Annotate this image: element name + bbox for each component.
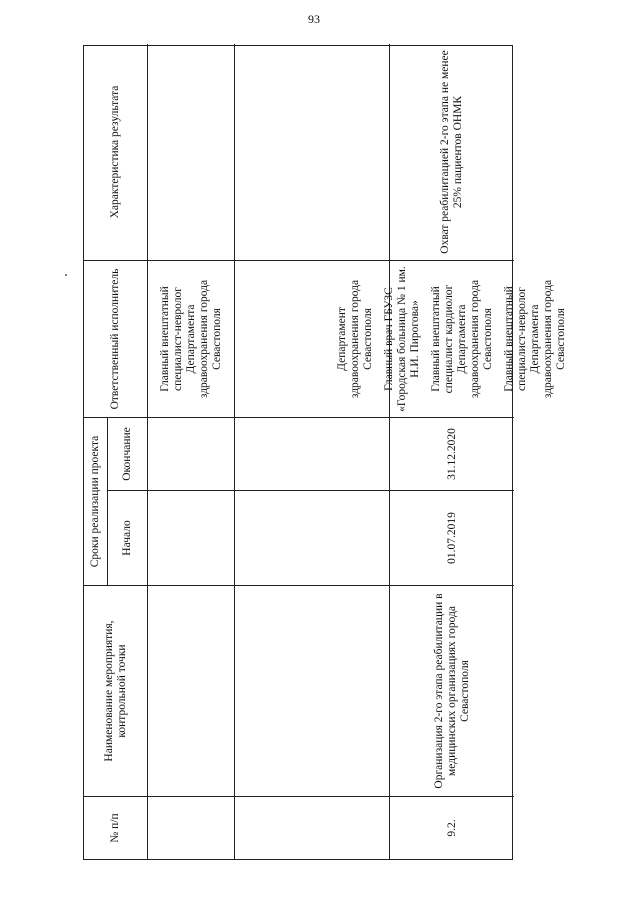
row1-end — [148, 417, 235, 490]
rotated-table-container — [83, 45, 567, 860]
row-empty-number — [235, 796, 390, 859]
project-table — [83, 45, 567, 860]
header-name: Наименование мероприятия, контрольной точки — [84, 585, 148, 796]
header-number: № п/п — [84, 796, 148, 859]
header-responsible: Ответственный исполнитель — [84, 260, 148, 417]
row1-name — [148, 585, 235, 796]
row2-responsible — [336, 260, 567, 417]
row2-result: Охват реабилитацией 2-го этапа не менее 25% пациентов ОНМК — [439, 50, 464, 254]
row1-responsible — [148, 260, 235, 417]
row2-name: Организация 2-го этапа реабилитации в медицинских организациях города Севастополя — [390, 585, 514, 796]
row2-responsible-dept: Департамент здравоохранения города Севастополя — [336, 279, 374, 399]
row1-start — [148, 490, 235, 585]
row-empty-start — [235, 490, 390, 585]
row2-responsible-chief: Главный врач ГБУЗС «Городская больница № 1 им. Н.И. Пирогова» — [383, 266, 421, 412]
scan-speck — [65, 274, 67, 276]
row2-responsible-cardiologist: Главный внештатный специалист кардиолог Департамента здравоохранения города Севастополя — [430, 279, 494, 399]
row2-start: 01.07.2019 — [390, 490, 514, 585]
row-empty-end — [235, 417, 390, 490]
row1-result — [148, 44, 235, 260]
header-end: Окончание — [108, 417, 148, 490]
row2-responsible-neurologist: Главный внештатный специалист-невролог Департамента здравоохранения города Севастополя — [503, 279, 567, 399]
row1-responsible-line: Главный внештатный специалист-невролог Департамента здравоохранения города Севастополя — [158, 279, 223, 399]
header-terms: Сроки реализации проекта — [84, 417, 108, 585]
row1-number — [148, 796, 235, 859]
row-empty-result — [235, 44, 390, 260]
page-number: 93 — [308, 12, 320, 26]
header-result: Характеристика результата — [84, 44, 148, 260]
row-empty-name — [235, 585, 390, 796]
row2-end: 31.12.2020 — [390, 417, 514, 490]
header-start: Начало — [108, 490, 148, 585]
row2-number: 9.2. — [390, 796, 514, 859]
